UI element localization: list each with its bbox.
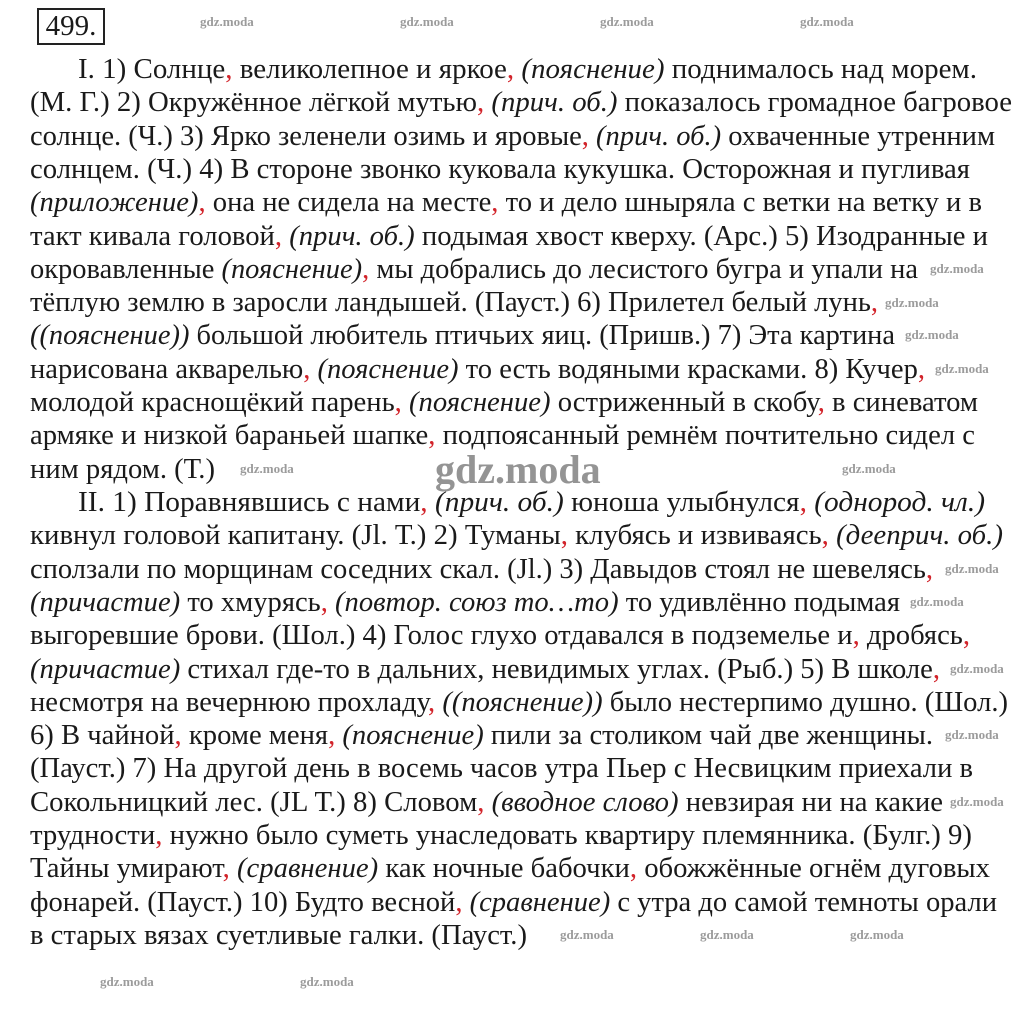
sentence-text: обожжённые огнём дуговых bbox=[637, 853, 990, 885]
sentence-text: солнцем. (Ч.) 4) В стороне звонко куковала кукушка. Осторожная и пугливая bbox=[30, 153, 971, 185]
part2-line bbox=[30, 619, 970, 652]
sentence-text: молодой краснощёкий парень bbox=[30, 387, 395, 418]
annotation-label: (причастие) bbox=[30, 653, 181, 685]
watermark: gdz.moda bbox=[600, 14, 654, 29]
sentence-text: окровавленные bbox=[30, 253, 222, 285]
exercise-number: 499. bbox=[37, 8, 105, 45]
watermark: gdz.moda bbox=[950, 794, 1004, 809]
watermark: gdz.moda bbox=[800, 14, 854, 29]
annotation-label: (приложение) bbox=[30, 187, 199, 219]
part1-line bbox=[30, 453, 215, 486]
annotation-label: (пояснение) bbox=[408, 387, 551, 418]
sentence-text: большой любитель птичьих яиц. (Пришв.) 7) Эта картина bbox=[189, 320, 895, 352]
part1-line bbox=[30, 86, 1012, 119]
watermark: gdz.moda bbox=[240, 461, 294, 476]
part1-line bbox=[30, 253, 918, 286]
sentence-text: тёплую землю в заросли ландышей. (Пауст.) 6) Прилетел белый лунь bbox=[30, 287, 871, 319]
sentence-text: сползали по морщинам соседних скал. (Jl.) 3) Давыдов стоял не шевелясь bbox=[30, 553, 926, 585]
sentence-text: то есть водяными красками. 8) Кучер bbox=[458, 353, 918, 385]
highlighted-comma: , bbox=[560, 520, 568, 552]
sentence-text bbox=[335, 720, 342, 751]
highlighted-comma: , bbox=[799, 487, 807, 518]
sentence-text: ним рядом. (Т.) bbox=[30, 453, 215, 485]
sentence-text: нарисована акварелью bbox=[30, 353, 304, 385]
highlighted-comma: , bbox=[821, 520, 829, 552]
part2-line bbox=[30, 653, 940, 686]
sentence-text: пили за столиком чай две женщины. bbox=[483, 720, 933, 752]
annotation-label: ((пояснение)) bbox=[442, 686, 603, 718]
sentence-text: юноша улыбнулся bbox=[563, 487, 800, 518]
sentence-text: показалось громадное багровое bbox=[617, 87, 1012, 119]
highlighted-comma: , bbox=[925, 553, 934, 585]
sentence-text: было нестерпимо душно. (Шол.) bbox=[602, 686, 1008, 718]
highlighted-comma: , bbox=[962, 620, 970, 652]
highlighted-comma: , bbox=[225, 54, 233, 85]
watermark: gdz.moda bbox=[850, 927, 904, 942]
part1-line bbox=[30, 319, 895, 352]
watermark: gdz.moda bbox=[945, 561, 999, 576]
annotation-label: (причастие) bbox=[30, 586, 181, 618]
highlighted-comma: , bbox=[198, 187, 206, 219]
sentence-text: трудности bbox=[30, 820, 156, 851]
annotation-label: (дееприч. об.) bbox=[836, 520, 1003, 552]
highlighted-comma: , bbox=[477, 87, 485, 119]
highlighted-comma: , bbox=[303, 353, 311, 385]
annotation-label: (пояснение) bbox=[221, 253, 363, 285]
watermark: gdz.moda bbox=[100, 974, 154, 989]
sentence-text: I. 1) Солнце bbox=[78, 54, 226, 85]
sentence-text: клубясь и извиваясь bbox=[567, 520, 822, 552]
sentence-text: подымая хвост кверху. (Арс.) 5) Изодранные и bbox=[414, 220, 988, 252]
watermark-large: gdz.moda bbox=[435, 447, 601, 492]
sentence-text: армяке и низкой бараньей шапке bbox=[30, 420, 429, 452]
annotation-label: (прич. об.) bbox=[289, 220, 415, 252]
watermark: gdz.moda bbox=[700, 927, 754, 942]
sentence-text: кивнул головой капитану. (Jl. Т.) 2) Туманы bbox=[30, 520, 561, 552]
sentence-text: то и дело шныряла с ветки на ветку и в bbox=[498, 187, 982, 219]
part1-line bbox=[30, 120, 995, 153]
watermark: gdz.moda bbox=[200, 14, 254, 29]
highlighted-comma: , bbox=[917, 353, 926, 385]
part2-line bbox=[30, 786, 943, 819]
highlighted-comma: , bbox=[274, 220, 283, 252]
sentence-text: выгоревшие брови. (Шол.) 4) Голос глухо отдавался в подземелье и bbox=[30, 620, 853, 652]
sentence-text: великолепное и яркое bbox=[232, 54, 507, 85]
part2-line bbox=[30, 886, 997, 919]
part2-line bbox=[30, 553, 933, 586]
sentence-text bbox=[435, 687, 442, 718]
sentence-text bbox=[514, 54, 521, 85]
annotation-label: ((пояснение)) bbox=[30, 320, 190, 352]
highlighted-comma: , bbox=[581, 120, 589, 152]
sentence-text: (Пауст.) 7) На другой день в восемь часов утра Пьер с Несвицким приехали в bbox=[30, 753, 973, 785]
sentence-text: невзирая ни на какие bbox=[678, 786, 943, 818]
highlighted-comma: , bbox=[174, 720, 182, 752]
highlighted-comma: , bbox=[428, 420, 436, 452]
annotation-label: (повтор. союз то…то) bbox=[335, 586, 619, 618]
part2-line bbox=[30, 719, 933, 752]
highlighted-comma: , bbox=[394, 387, 402, 418]
highlighted-comma: , bbox=[328, 720, 336, 752]
sentence-text: в старых вязах суетливые галки. (Пауст.) bbox=[30, 919, 527, 951]
watermark: gdz.moda bbox=[300, 974, 354, 989]
sentence-text: мы добрались до лесистого бугра и упали на bbox=[369, 253, 918, 285]
part2-line bbox=[30, 686, 1008, 719]
annotation-label: (пояснение) bbox=[317, 353, 459, 385]
highlighted-comma: , bbox=[222, 853, 230, 885]
highlighted-comma: , bbox=[491, 187, 499, 219]
part1-line bbox=[30, 353, 925, 386]
sentence-text: солнце. (Ч.) 3) Ярко зеленели озимь и яровые bbox=[30, 120, 582, 152]
sentence-text: 6) В чайной bbox=[30, 720, 175, 752]
part1-line bbox=[30, 220, 988, 253]
highlighted-comma: , bbox=[155, 820, 163, 851]
annotation-label: (прич. об.) bbox=[491, 87, 618, 119]
annotation-label: (пояснение) bbox=[342, 720, 484, 752]
sentence-text bbox=[829, 520, 836, 551]
annotation-label: (прич. об.) bbox=[596, 120, 722, 152]
watermark: gdz.moda bbox=[950, 661, 1004, 676]
sentence-text bbox=[310, 354, 317, 385]
annotation-label: (сравнение) bbox=[469, 886, 611, 918]
highlighted-comma: , bbox=[506, 54, 515, 85]
sentence-text bbox=[462, 887, 469, 918]
sentence-text: Тайны умирают bbox=[30, 853, 223, 885]
sentence-text: кроме меня bbox=[181, 720, 329, 752]
sentence-text: фонарей. (Пауст.) 10) Будто весной bbox=[30, 886, 456, 918]
highlighted-comma: , bbox=[320, 586, 328, 618]
sentence-text: она не сидела на месте bbox=[205, 187, 492, 219]
sentence-text: с утра до самой темноты орали bbox=[610, 886, 997, 918]
sentence-text bbox=[230, 853, 237, 884]
sentence-text: в синеватом bbox=[824, 387, 978, 418]
sentence-text: стихал где-то в дальних, невидимых углах. (Рыб.) 5) В школе bbox=[180, 653, 933, 685]
watermark: gdz.moda bbox=[842, 461, 896, 476]
watermark: gdz.moda bbox=[935, 361, 989, 376]
sentence-text: дробясь bbox=[859, 620, 963, 652]
part2-line bbox=[30, 586, 900, 619]
watermark: gdz.moda bbox=[400, 14, 454, 29]
part2-line bbox=[30, 852, 990, 885]
sentence-text: то хмурясь bbox=[180, 586, 321, 618]
sentence-text: как ночные бабочки bbox=[378, 853, 630, 885]
highlighted-comma: , bbox=[420, 487, 428, 518]
sentence-text bbox=[589, 121, 596, 152]
watermark: gdz.moda bbox=[945, 727, 999, 742]
annotation-label: (сравнение) bbox=[236, 853, 379, 885]
sentence-text: подпоясанный ремнём почтительно сидел с bbox=[435, 420, 975, 452]
part1-line bbox=[30, 186, 982, 219]
sentence-text: (М. Г.) 2) Окружённое лёгкой мутью bbox=[30, 87, 478, 119]
sentence-text: охваченные утренним bbox=[721, 120, 995, 152]
highlighted-comma: , bbox=[362, 253, 370, 285]
part2-line bbox=[30, 819, 972, 852]
highlighted-comma: , bbox=[817, 387, 825, 418]
annotation-label: (однород. чл.) bbox=[814, 487, 985, 518]
sentence-text: несмотря на вечернюю прохладу bbox=[30, 686, 429, 718]
watermark: gdz.moda bbox=[930, 261, 984, 276]
part1-line bbox=[78, 53, 977, 86]
part2-line bbox=[30, 752, 973, 785]
sentence-text: II. 1) Поравнявшись с нами bbox=[78, 487, 421, 518]
sentence-text: то удивлённо подымая bbox=[618, 586, 900, 618]
sentence-text: Сокольницкий лес. (JL Т.) 8) Словом bbox=[30, 786, 478, 818]
sentence-text bbox=[807, 487, 814, 518]
sentence-text: остриженный в скобу bbox=[550, 387, 818, 418]
watermark: gdz.moda bbox=[885, 295, 939, 310]
sentence-text: такт кивала головой bbox=[30, 220, 275, 252]
watermark: gdz.moda bbox=[905, 327, 959, 342]
annotation-label: (пояснение) bbox=[521, 54, 665, 85]
sentence-text bbox=[328, 587, 335, 618]
annotation-label: (вводное слово) bbox=[491, 786, 679, 818]
part2-line bbox=[30, 919, 527, 952]
sentence-text: поднималось над морем. bbox=[664, 54, 978, 85]
highlighted-comma: , bbox=[428, 686, 436, 718]
highlighted-comma: , bbox=[455, 886, 463, 918]
part1-line bbox=[30, 153, 970, 186]
part1-line bbox=[30, 386, 978, 419]
part2-line bbox=[30, 519, 1003, 552]
highlighted-comma: , bbox=[852, 620, 860, 652]
highlighted-comma: , bbox=[477, 786, 485, 818]
watermark: gdz.moda bbox=[910, 594, 964, 609]
highlighted-comma: , bbox=[870, 287, 878, 319]
watermark: gdz.moda bbox=[560, 927, 614, 942]
sentence-text: нужно было суметь унаследовать квартиру племянника. (Булг.) 9) bbox=[162, 820, 972, 851]
part1-line bbox=[30, 286, 878, 319]
highlighted-comma: , bbox=[629, 853, 638, 885]
annotation-label: (прич. об.) bbox=[434, 487, 564, 518]
highlighted-comma: , bbox=[932, 653, 941, 685]
